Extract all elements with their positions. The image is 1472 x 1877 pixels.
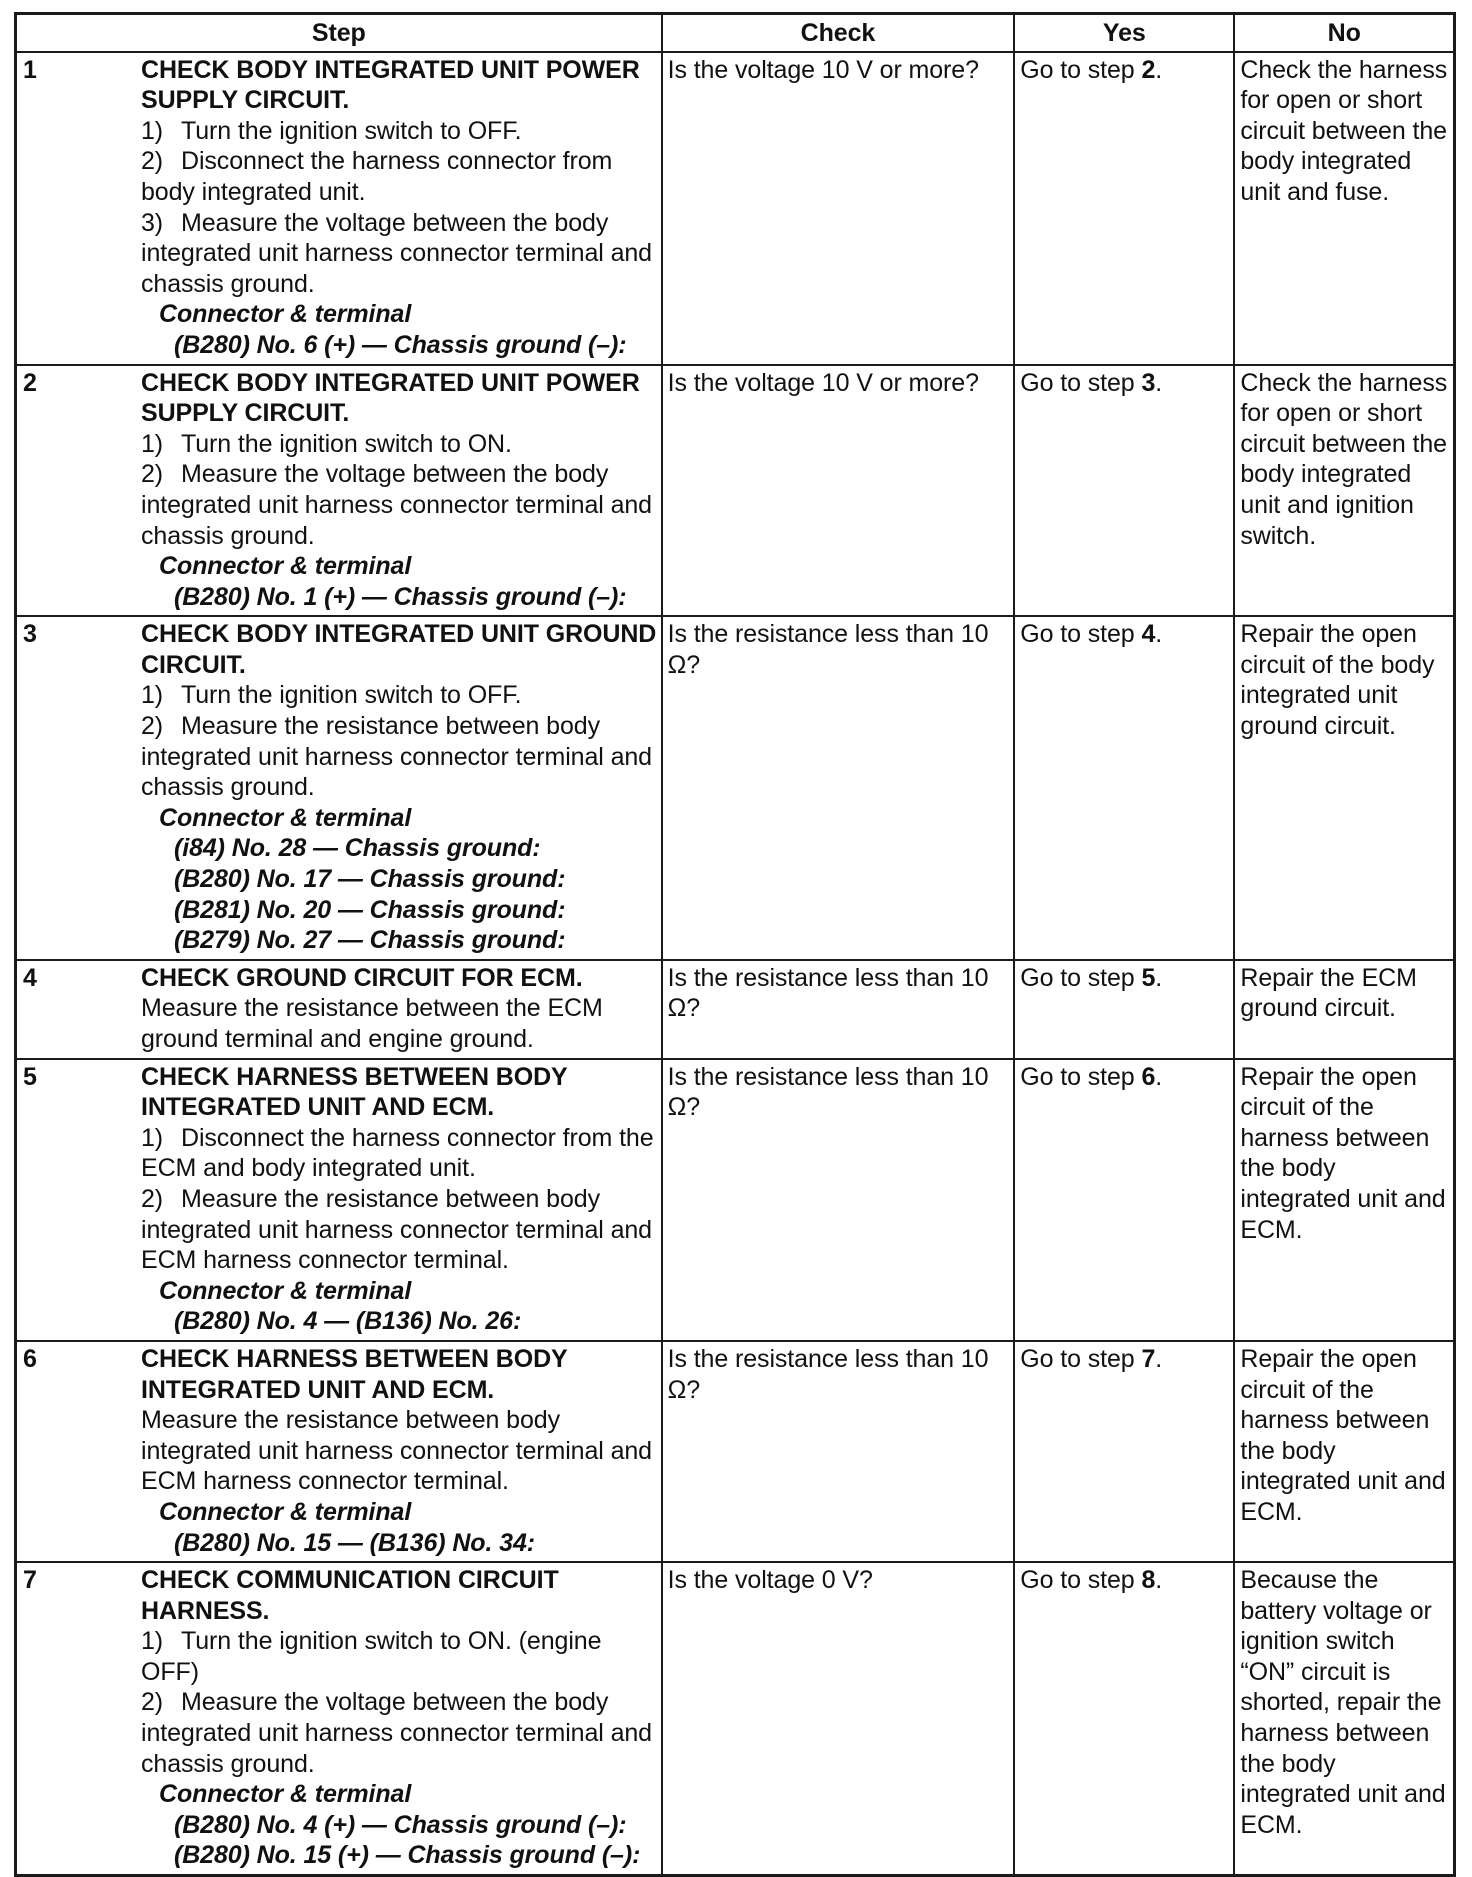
check-cell: Is the voltage 10 V or more? — [662, 365, 1015, 617]
yes-prefix: Go to step — [1020, 1344, 1135, 1373]
step-body — [141, 619, 657, 956]
instruction-number: 2) — [141, 147, 164, 176]
connector-spec: (B280) No. 15 — (B136) No. 34: — [174, 1528, 535, 1557]
instruction-list — [141, 680, 657, 802]
instruction-text: Disconnect the harness connector from body integrated unit. — [141, 147, 613, 206]
instruction-item — [141, 459, 657, 551]
instruction-text: Turn the ignition switch to ON. — [181, 429, 512, 458]
step-title: CHECK BODY INTEGRATED UNIT POWER SUPPLY CIRCUIT. — [141, 368, 640, 428]
step-cell — [16, 1562, 662, 1875]
instruction-list — [141, 429, 657, 551]
instruction-text: Turn the ignition switch to OFF. — [181, 116, 522, 145]
connector-spec-list — [141, 330, 657, 361]
yes-step-number: 4 — [1141, 620, 1156, 649]
yes-prefix: Go to step — [1020, 620, 1135, 649]
connector-spec-list — [141, 582, 657, 613]
table-row — [16, 52, 1455, 365]
table-row — [16, 616, 1455, 960]
instruction-item — [141, 208, 657, 300]
step-body — [141, 55, 657, 361]
instruction-item — [141, 1687, 657, 1779]
step-body — [141, 963, 657, 1055]
instruction-item — [141, 429, 657, 460]
step-number: 3 — [23, 620, 37, 649]
yes-step-number: 5 — [1141, 963, 1156, 992]
step-number: 5 — [23, 1062, 37, 1091]
yes-cell: Go to step 7. — [1014, 1341, 1234, 1562]
yes-prefix: Go to step — [1020, 55, 1135, 84]
check-cell: Is the resistance less than 10 Ω? — [662, 1341, 1015, 1562]
step-body — [141, 1062, 657, 1337]
instruction-list — [141, 116, 657, 300]
step-title: CHECK HARNESS BETWEEN BODY INTEGRATED UNIT AND ECM. — [141, 1062, 568, 1122]
instruction-number: 1) — [141, 1627, 164, 1656]
table-body — [16, 52, 1455, 1876]
step-number: 2 — [23, 368, 37, 397]
table-row — [16, 365, 1455, 617]
check-cell: Is the resistance less than 10 Ω? — [662, 616, 1015, 960]
no-cell: Check the harness for open or short circuit between the body integrated unit and ignition switch. — [1234, 365, 1454, 617]
no-cell: Repair the ECM ground circuit. — [1234, 960, 1454, 1059]
instruction-list — [141, 1405, 657, 1497]
instruction-text: Measure the voltage between the body integrated unit harness connector terminal and chassis ground. — [141, 460, 652, 550]
step-cell — [16, 616, 662, 960]
no-cell: Repair the open circuit of the body integrated unit ground circuit. — [1234, 616, 1454, 960]
connector-spec: (B280) No. 4 (+) — Chassis ground (–): — [174, 1810, 627, 1839]
yes-cell: Go to step 8. — [1014, 1562, 1234, 1875]
step-cell — [16, 365, 662, 617]
step-number: 7 — [23, 1566, 37, 1595]
header-row — [16, 14, 1455, 52]
instruction-number: 2) — [141, 1688, 164, 1717]
connector-heading: Connector & terminal — [159, 300, 412, 329]
header-yes: Yes — [1014, 14, 1234, 52]
yes-step-number: 7 — [1141, 1344, 1156, 1373]
connector-spec-list — [141, 1528, 657, 1559]
step-title: CHECK COMMUNICATION CIRCUIT HARNESS. — [141, 1566, 559, 1625]
yes-prefix: Go to step — [1020, 1062, 1135, 1091]
instruction-number: 1) — [141, 429, 164, 458]
instruction-text: Measure the resistance between body integrated unit harness connector terminal and ECM harness connector terminal. — [141, 1184, 652, 1275]
instruction-text: Turn the ignition switch to ON. (engine OFF) — [141, 1627, 602, 1686]
connector-heading: Connector & terminal — [159, 1497, 412, 1526]
instruction-list — [141, 1626, 657, 1779]
connector-spec: (B280) No. 17 — Chassis ground: — [174, 865, 566, 894]
instruction-item — [141, 993, 657, 1054]
connector-spec: (B279) No. 27 — Chassis ground: — [174, 926, 566, 955]
connector-spec: (B280) No. 15 (+) — Chassis ground (–): — [174, 1841, 641, 1870]
step-body — [141, 1344, 657, 1558]
yes-step-number: 8 — [1141, 1566, 1156, 1595]
instruction-list — [141, 1123, 657, 1276]
connector-spec: (B280) No. 4 — (B136) No. 26: — [174, 1307, 522, 1336]
check-cell: Is the voltage 0 V? — [662, 1562, 1015, 1875]
table-row — [16, 1059, 1455, 1341]
diagnosis-page — [14, 12, 1456, 1877]
connector-heading: Connector & terminal — [159, 803, 412, 832]
instruction-number: 1) — [141, 681, 164, 710]
step-cell — [16, 52, 662, 365]
yes-cell: Go to step 3. — [1014, 365, 1234, 617]
yes-cell: Go to step 2. — [1014, 52, 1234, 365]
yes-prefix: Go to step — [1020, 963, 1135, 992]
instruction-text: Disconnect the harness connector from the ECM and body integrated unit. — [141, 1123, 654, 1183]
yes-cell: Go to step 5. — [1014, 960, 1234, 1059]
header-check: Check — [662, 14, 1015, 52]
instruction-text: Measure the resistance between the ECM ground terminal and engine ground. — [141, 994, 603, 1053]
step-title: CHECK HARNESS BETWEEN BODY INTEGRATED UNIT AND ECM. — [141, 1344, 568, 1404]
table-row — [16, 1341, 1455, 1562]
instruction-text: Measure the voltage between the body integrated unit harness connector terminal and chassis ground. — [141, 1688, 652, 1778]
connector-spec-list — [141, 833, 657, 955]
connector-heading: Connector & terminal — [159, 552, 412, 581]
table-row — [16, 1562, 1455, 1875]
connector-heading: Connector & terminal — [159, 1276, 412, 1305]
step-number: 4 — [23, 963, 37, 992]
connector-heading: Connector & terminal — [159, 1780, 412, 1809]
table-row — [16, 960, 1455, 1059]
instruction-number: 2) — [141, 460, 164, 489]
instruction-number: 1) — [141, 1123, 164, 1152]
yes-cell: Go to step 4. — [1014, 616, 1234, 960]
yes-step-number: 6 — [1141, 1062, 1156, 1091]
step-number: 6 — [23, 1344, 37, 1373]
step-title: CHECK GROUND CIRCUIT FOR ECM. — [141, 963, 583, 992]
step-body — [141, 1565, 657, 1871]
step-number: 1 — [23, 55, 37, 84]
header-step: Step — [16, 14, 662, 52]
header-no: No — [1234, 14, 1454, 52]
instruction-number: 3) — [141, 208, 164, 237]
connector-spec: (B281) No. 20 — Chassis ground: — [174, 895, 566, 924]
no-cell: Repair the open circuit of the harness between the body integrated unit and ECM. — [1234, 1341, 1454, 1562]
step-title: CHECK BODY INTEGRATED UNIT POWER SUPPLY CIRCUIT. — [141, 55, 640, 115]
step-body — [141, 368, 657, 613]
step-cell — [16, 960, 662, 1059]
instruction-item — [141, 146, 657, 207]
instruction-text: Measure the voltage between the body integrated unit harness connector terminal and chassis ground. — [141, 208, 652, 298]
connector-spec-list — [141, 1810, 657, 1871]
yes-prefix: Go to step — [1020, 368, 1135, 397]
instruction-number: 1) — [141, 116, 164, 145]
instruction-text: Turn the ignition switch to OFF. — [181, 681, 522, 710]
instruction-number: 2) — [141, 712, 164, 741]
check-cell: Is the resistance less than 10 Ω? — [662, 960, 1015, 1059]
diagnostic-table — [14, 12, 1456, 1877]
step-cell — [16, 1341, 662, 1562]
connector-spec: (i84) No. 28 — Chassis ground: — [174, 834, 541, 863]
instruction-number: 2) — [141, 1184, 164, 1213]
instruction-item — [141, 1405, 657, 1497]
instruction-item — [141, 711, 657, 803]
no-cell: Because the battery voltage or ignition switch “ON” circuit is shorted, repair the harness between the body integrated unit and ECM. — [1234, 1562, 1454, 1875]
no-cell: Repair the open circuit of the harness between the body integrated unit and ECM. — [1234, 1059, 1454, 1341]
step-title: CHECK BODY INTEGRATED UNIT GROUND CIRCUIT. — [141, 620, 657, 679]
no-cell: Check the harness for open or short circuit between the body integrated unit and fuse. — [1234, 52, 1454, 365]
connector-spec-list — [141, 1306, 657, 1337]
instruction-item — [141, 116, 657, 147]
instruction-item — [141, 680, 657, 711]
check-cell: Is the resistance less than 10 Ω? — [662, 1059, 1015, 1341]
instruction-item — [141, 1123, 657, 1184]
instruction-text: Measure the resistance between body integrated unit harness connector terminal and chassis ground. — [141, 712, 652, 802]
check-cell: Is the voltage 10 V or more? — [662, 52, 1015, 365]
instruction-item — [141, 1626, 657, 1687]
instruction-item — [141, 1184, 657, 1276]
yes-step-number: 2 — [1141, 55, 1156, 84]
instruction-text: Measure the resistance between body integrated unit harness connector terminal and ECM harness connector terminal. — [141, 1406, 652, 1496]
yes-step-number: 3 — [1141, 368, 1156, 397]
step-cell — [16, 1059, 662, 1341]
connector-spec: (B280) No. 6 (+) — Chassis ground (–): — [174, 330, 627, 359]
instruction-list — [141, 993, 657, 1054]
yes-cell: Go to step 6. — [1014, 1059, 1234, 1341]
yes-prefix: Go to step — [1020, 1566, 1135, 1595]
connector-spec: (B280) No. 1 (+) — Chassis ground (–): — [174, 582, 627, 611]
